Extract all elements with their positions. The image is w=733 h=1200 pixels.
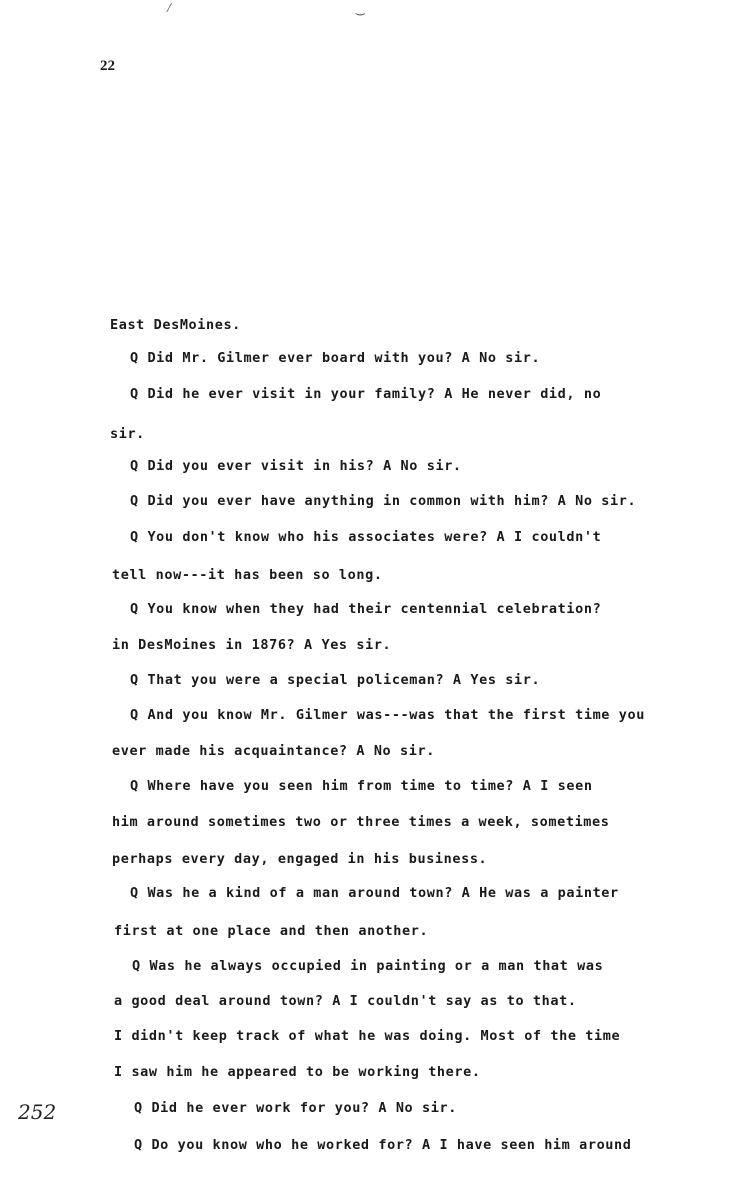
transcript-line: Q Did you ever visit in his? A No sir. xyxy=(130,458,462,474)
page-number: 22 xyxy=(100,58,115,74)
transcript-line: ever made his acquaintance? A No sir. xyxy=(112,743,435,759)
margin-handwritten-note: 252 xyxy=(18,1100,57,1124)
transcript-line: Q Did he ever work for you? A No sir. xyxy=(134,1100,457,1116)
transcript-line: first at one place and then another. xyxy=(114,923,429,939)
transcript-line: East DesMoines. xyxy=(110,317,241,333)
transcript-line: perhaps every day, engaged in his business. xyxy=(112,851,488,867)
transcript-line: Q Did you ever have anything in common with him? A No sir. xyxy=(130,493,637,509)
transcript-line: Q Did he ever visit in your family? A He never did, no xyxy=(130,386,602,402)
top-edge-mark: ‿ xyxy=(356,0,365,16)
transcript-line: in DesMoines in 1876? A Yes sir. xyxy=(112,637,392,653)
transcript-line: Q Where have you seen him from time to time? A I seen xyxy=(130,778,593,794)
transcript-line: him around sometimes two or three times a week, sometimes xyxy=(112,814,610,830)
transcript-line: Q And you know Mr. Gilmer was---was that the first time you xyxy=(130,707,645,723)
transcript-line: Q Was he always occupied in painting or a man that was xyxy=(132,958,604,974)
transcript-line: Q You know when they had their centennial celebration? xyxy=(130,601,602,617)
transcript-line: Q Do you know who he worked for? A I have seen him around xyxy=(134,1137,632,1153)
transcript-line: I saw him he appeared to be working there. xyxy=(114,1064,481,1080)
transcript-line: a good deal around town? A I couldn't say as to that. xyxy=(114,993,577,1009)
transcript-line: sir. xyxy=(110,426,145,442)
transcript-line: I didn't keep track of what he was doing. Most of the time xyxy=(114,1028,621,1044)
transcript-line: Q That you were a special policeman? A Yes sir. xyxy=(130,672,541,688)
transcript-line: Q You don't know who his associates were? A I couldn't xyxy=(130,529,602,545)
transcript-line: Q Was he a kind of a man around town? A He was a painter xyxy=(130,885,619,901)
transcript-line: Q Did Mr. Gilmer ever board with you? A No sir. xyxy=(130,350,541,366)
top-edge-mark: ⁄ xyxy=(165,0,174,16)
transcript-line: tell now---it has been so long. xyxy=(112,567,383,583)
